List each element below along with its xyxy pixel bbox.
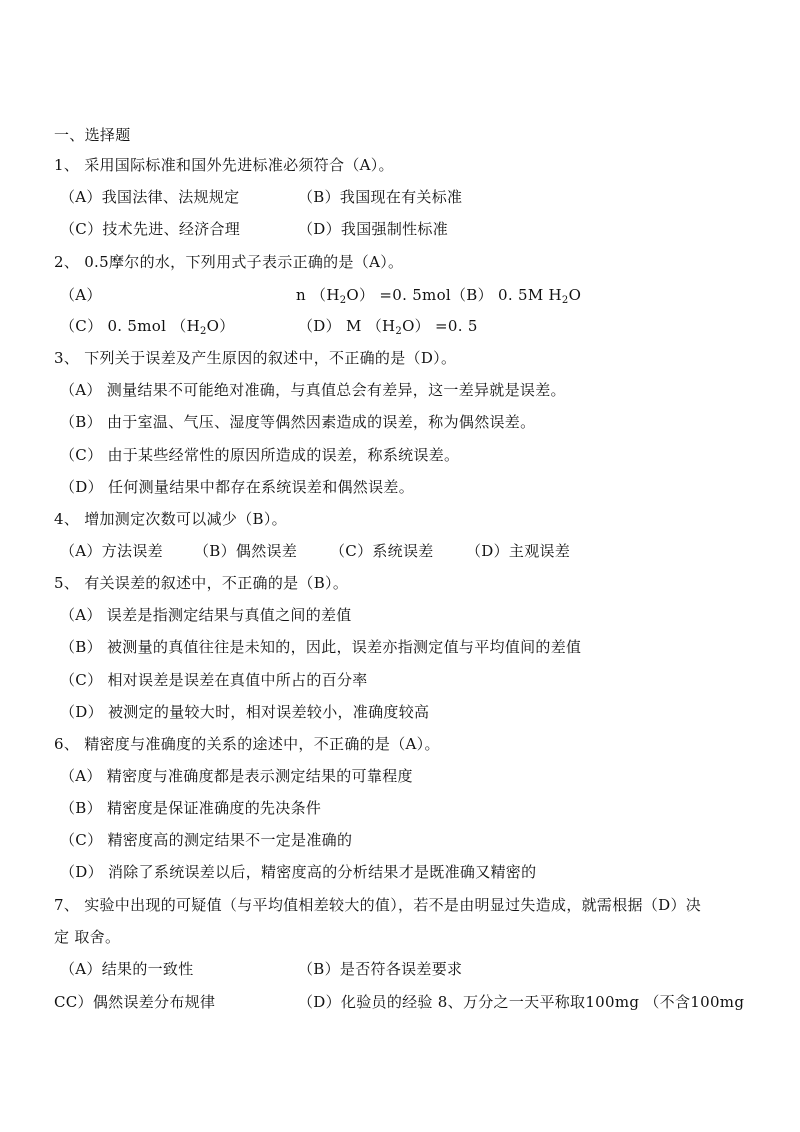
question-1-option-b: （B）我国现在有关标准 <box>298 188 463 206</box>
question-5-option-b: （B） 被测量的真值往往是未知的，因此，误差亦指测定值与平均值间的差值 <box>60 638 582 656</box>
question-4-stem: 4、 增加测定次数可以减少（B）。 <box>54 510 287 528</box>
question-2-option-a-b-formula <box>296 285 581 311</box>
formula-text: O <box>568 286 582 304</box>
section-title: 一、选择题 <box>54 126 131 144</box>
question-4-option-b: （B）偶然误差 <box>194 542 298 560</box>
question-4-option-c: （C）系统误差 <box>330 542 434 560</box>
question-7-stem-line-1: 7、 实验中出现的可疑值（与平均值相差较大的值），若不是由明显过失造成，就需根据（D）决 <box>54 896 702 914</box>
question-6-option-c: （C） 精密度高的测定结果不一定是准确的 <box>60 831 353 849</box>
question-7-option-b: （B）是否符各误差要求 <box>298 960 463 978</box>
formula-text: O） =0. 5 <box>402 317 478 335</box>
question-1-stem: 1、 采用国际标准和国外先进标准必须符合（A）。 <box>54 156 394 174</box>
question-3-option-d: （D） 任何测量结果中都存在系统误差和偶然误差。 <box>60 478 414 496</box>
question-5-stem: 5、 有关误差的叙述中，不正确的是（B）。 <box>54 574 349 592</box>
question-1-option-c: （C）技术先进、经济合理 <box>60 220 241 238</box>
question-4-option-a: （A）方法误差 <box>60 542 163 560</box>
question-7-option-c: CC）偶然误差分布规律 <box>54 993 216 1011</box>
formula-text: O） =0. 5mol（B） 0. 5M H <box>346 286 562 304</box>
question-7-stem-line-2: 定 取舍。 <box>54 928 121 946</box>
question-2-option-c <box>60 316 235 342</box>
subscript: 2 <box>339 295 347 306</box>
question-5-option-c: （C） 相对误差是误差在真值中所占的百分率 <box>60 671 368 689</box>
question-6-option-d: （D） 消除了系统误差以后，精密度高的分析结果才是既准确又精密的 <box>60 863 537 881</box>
question-3-stem: 3、 下列关于误差及产生原因的叙述中，不正确的是（D）。 <box>54 349 457 367</box>
formula-text: （C） 0. 5mol （H <box>60 317 200 335</box>
question-3-option-b: （B） 由于室温、气压、湿度等偶然因素造成的误差，称为偶然误差。 <box>60 413 536 431</box>
question-7-option-d: （D）化验员的经验 8、万分之一天平称取100mg （不含100mg <box>298 993 745 1011</box>
formula-text: O） <box>206 317 235 335</box>
question-5-option-d: （D） 被测定的量较大时，相对误差较小，准确度较高 <box>60 703 430 721</box>
question-5-option-a: （A） 误差是指测定结果与真值之间的差值 <box>60 606 352 624</box>
subscript: 2 <box>561 295 569 306</box>
question-4-option-d: （D）主观误差 <box>466 542 571 560</box>
question-6-stem: 6、 精密度与准确度的关系的途述中，不正确的是（A）。 <box>54 735 440 753</box>
question-6-option-b: （B） 精密度是保证准确度的先决条件 <box>60 799 322 817</box>
question-3-option-c: （C） 由于某些经常性的原因所造成的误差，称系统误差。 <box>60 446 460 464</box>
question-3-option-a: （A） 测量结果不可能绝对准确，与真值总会有差异，这一差异就是误差。 <box>60 381 566 399</box>
question-2-option-a-label: （A） <box>60 286 102 304</box>
subscript: 2 <box>199 326 207 337</box>
question-1-option-d: （D）我国强制性标准 <box>298 220 449 238</box>
question-2-option-d <box>298 316 478 342</box>
question-7-option-a: （A）结果的一致性 <box>60 960 194 978</box>
formula-text: n （H <box>296 286 340 304</box>
formula-text: （D） M （H <box>298 317 396 335</box>
question-2-stem: 2、 0.5摩尔的水，下列用式子表示正确的是（A）。 <box>54 253 404 271</box>
subscript: 2 <box>395 326 403 337</box>
question-6-option-a: （A） 精密度与准确度都是表示测定结果的可靠程度 <box>60 767 413 785</box>
question-1-option-a: （A）我国法律、法规规定 <box>60 188 240 206</box>
